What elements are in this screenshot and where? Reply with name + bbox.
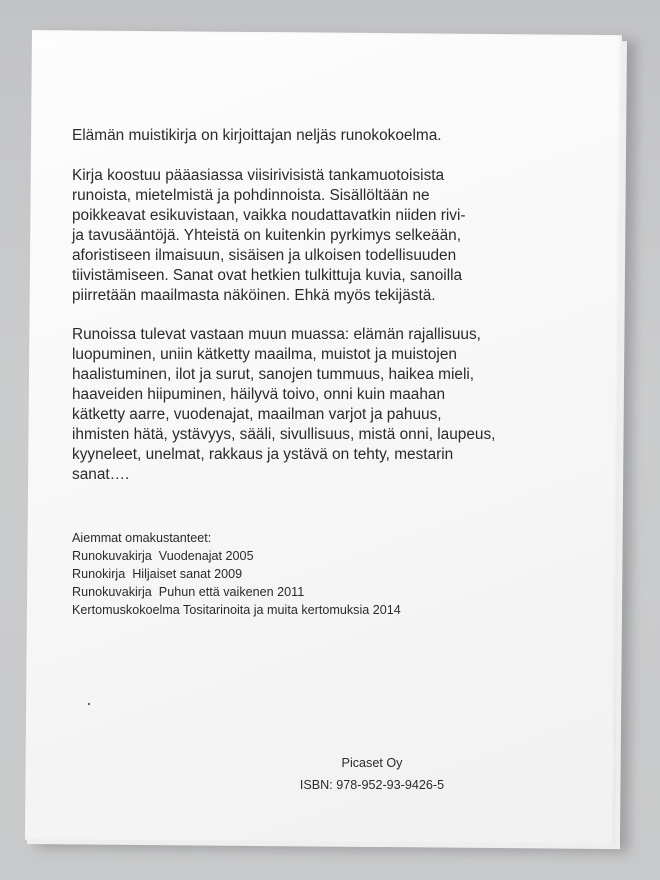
intro-paragraph: Elämän muistikirja on kirjoittajan neljäs runokokoelma.: [72, 127, 442, 144]
previous-work-item: Runokuvakirja Puhun että vaikenen 2011: [72, 585, 305, 599]
previous-work-item: Runokirja Hiljaiset sanat 2009: [72, 567, 243, 581]
previous-works: [72, 529, 552, 619]
themes-paragraph: Runoissa tulevat vastaan muun muassa: elämän rajallisuus, luopuminen, uniin kätketty maailma, muistot ja muistojen haalistuminen, ilot ja surut, sanojen tummuus, haikea mieli, haaveiden hiipuminen, häilyvä toivo, onni kuin maahan kätketty aarre, vuodenajat, maailman varjot ja pahuus, ihmisten hätä, ystävyys, sääli, sivullisuus, mistä onni, laupeus, kyyneleet, unelmat, rakkaus ja ystävä on tehty, mestarin sanat….: [72, 326, 496, 483]
ink-speck: [88, 703, 90, 705]
previous-works-heading: Aiemmat omakustanteet:: [72, 531, 212, 545]
isbn: ISBN: 978-952-93-9426-5: [299, 778, 445, 792]
publisher-block: [222, 752, 522, 796]
description-paragraph: Kirja koostuu pääasiassa viisirivisistä tankamuotoisista runoista, mietelmistä ja pohdinnoista. Sisällöltään ne poikkeavat esikuvistaan, vaikka noudattavatkin niiden rivi- ja tavusääntöjä. Yhteistä on kuitenkin pyrkimys selkeään, aforistiseen ilmaisuun, sisäisen ja ulkoisen todellisuuden tiivistämiseen. Sanat ovat hetkien tulkittuja kuvia, sanoilla piirretään maailmasta näköinen. Ehkä myös tekijästä.: [72, 167, 466, 304]
previous-work-item: Kertomuskokoelma Tositarinoita ja muita kertomuksia 2014: [72, 603, 401, 617]
back-cover-text: [72, 126, 552, 619]
previous-work-item: Runokuvakirja Vuodenajat 2005: [72, 549, 254, 563]
publisher-name: Picaset Oy: [341, 756, 403, 770]
